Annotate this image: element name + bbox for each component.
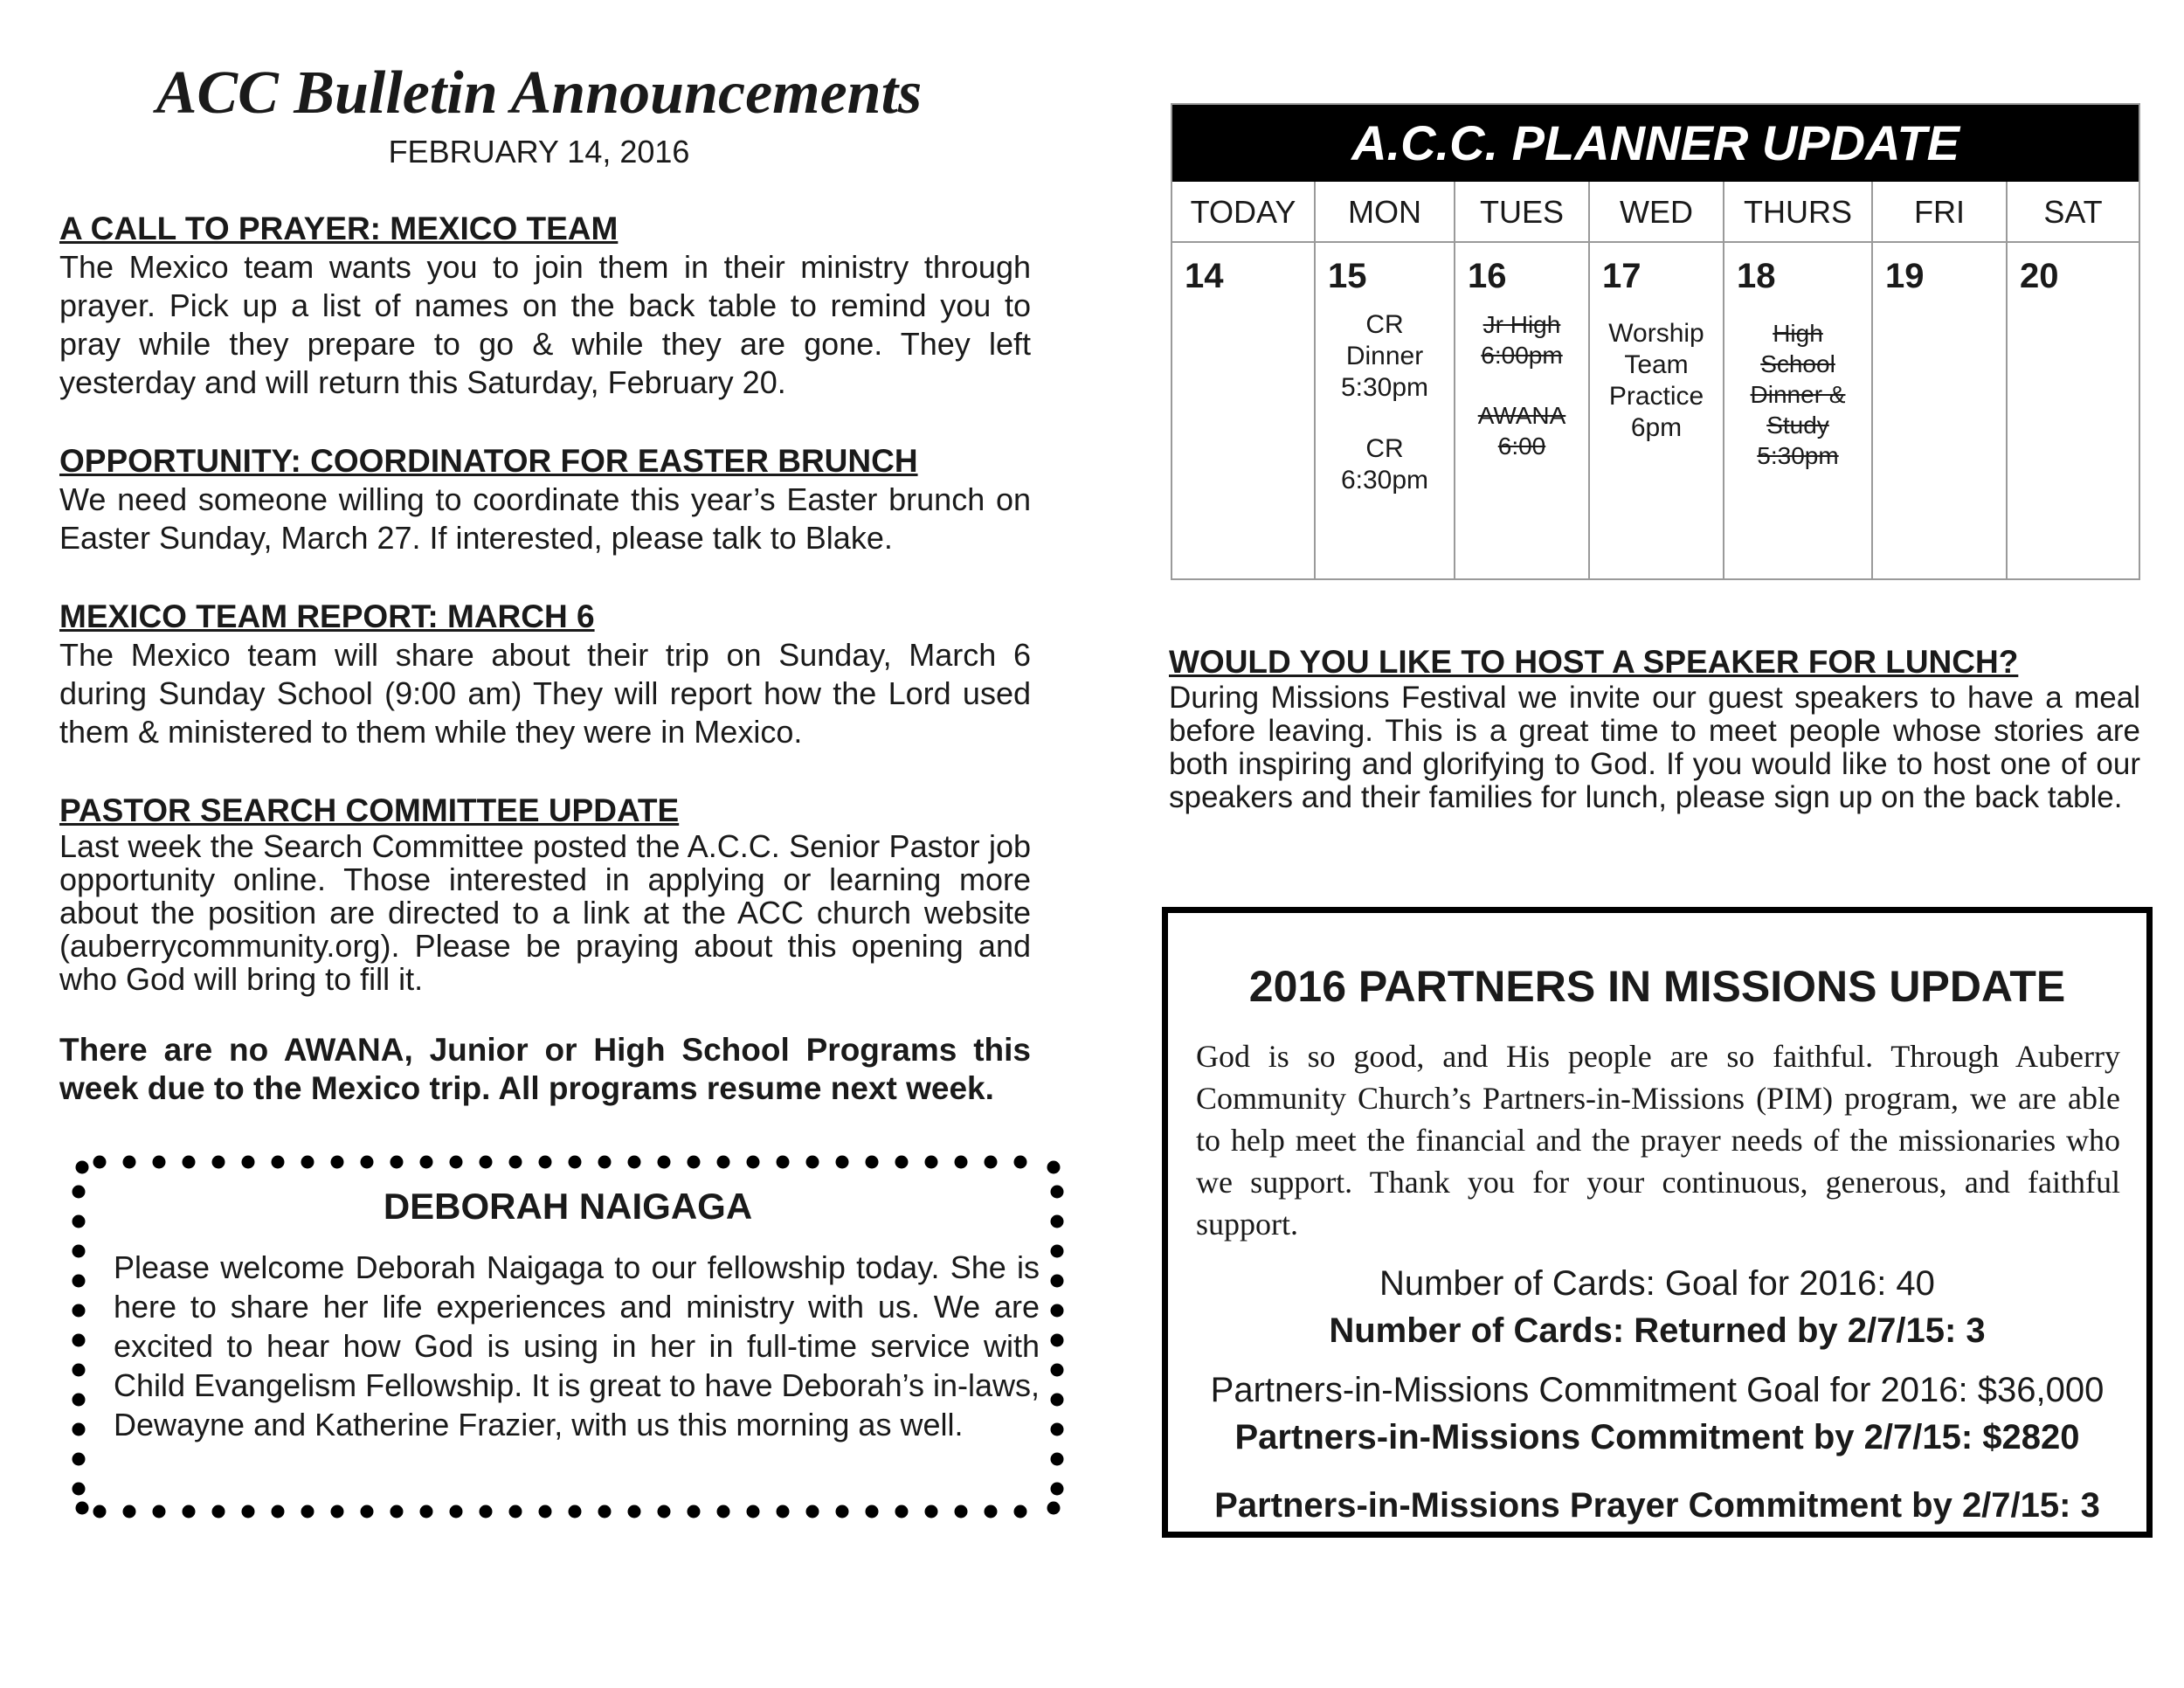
border-dot	[361, 1505, 374, 1519]
deborah-body: Please welcome Deborah Naigaga to our fellowship today. She is here to share her life experiences and ministry with us. We are excited to hear how God is using in her in full-time service with Child Evangelism Fellowship. It is great to have Deborah’s in-laws, Dewayne and Katherine Frazier, with us this morning as well.	[114, 1249, 1040, 1442]
border-dot	[866, 1505, 879, 1519]
day-name: WED	[1590, 182, 1723, 243]
event-line: 6:30pm	[1340, 466, 1429, 495]
border-dot	[1051, 1275, 1064, 1288]
border-dot	[123, 1505, 136, 1519]
border-dot	[1051, 1364, 1064, 1377]
event-line: CR	[1365, 310, 1404, 339]
border-dot	[509, 1156, 522, 1169]
day-number: 19	[1885, 257, 1925, 295]
border-dot	[747, 1156, 760, 1169]
event-line: Study	[1766, 412, 1829, 439]
border-dot	[955, 1156, 968, 1169]
day-number: 14	[1185, 257, 1224, 295]
border-dot	[1051, 1334, 1064, 1347]
cancelled-event	[1724, 318, 1871, 471]
event-line: CR	[1365, 434, 1404, 463]
border-dot	[420, 1156, 433, 1169]
event	[1316, 433, 1454, 496]
border-dot	[895, 1156, 909, 1169]
border-dot	[1047, 1161, 1061, 1174]
border-dot	[688, 1156, 701, 1169]
border-dot	[598, 1156, 612, 1169]
border-dot	[93, 1505, 107, 1519]
event-line: 5:30pm	[1757, 442, 1839, 469]
border-dot	[93, 1156, 107, 1169]
border-dot	[777, 1505, 790, 1519]
cards-returned: Number of Cards: Returned by 2/7/15: 3	[1329, 1311, 1986, 1350]
border-dot	[420, 1505, 433, 1519]
border-dot	[658, 1505, 671, 1519]
section-easter-brunch	[59, 442, 1031, 557]
border-dot	[73, 1304, 86, 1318]
day-name: FRI	[1873, 182, 2006, 243]
border-dot	[866, 1156, 879, 1169]
section-heading: MEXICO TEAM REPORT: MARCH 6	[59, 598, 595, 634]
border-dot	[73, 1483, 86, 1496]
day-name: THURS	[1724, 182, 1871, 243]
section-mexico-report	[59, 598, 1031, 751]
border-dot	[569, 1156, 582, 1169]
section-body: The Mexico team wants you to join them in their ministry through prayer. Pick up a list of names on the back table to remind you to pray while they prepare to go & while they are gone. They left yesterday and will return this Saturday, February 20.	[59, 249, 1031, 400]
day-column	[1454, 182, 1588, 578]
border-dot	[242, 1156, 255, 1169]
border-dot	[1051, 1453, 1064, 1466]
partners-body: God is so good, and His people are so faithful. Through Auberry Community Church’s Partners-in-Missions (PIM) program, we are able to help meet the financial and the prayer needs of the missionaries who we support. Thank you for your continuous, generous, and faithful support.	[1196, 1039, 2120, 1242]
border-dot	[153, 1156, 166, 1169]
day-number: 20	[2020, 257, 2059, 295]
border-dot	[985, 1505, 998, 1519]
border-dot	[301, 1156, 314, 1169]
event	[1316, 309, 1454, 404]
day-column	[1723, 182, 1871, 578]
border-dot	[480, 1505, 493, 1519]
event-line: Practice	[1608, 382, 1704, 411]
section-pastor-search	[59, 792, 1031, 996]
border-dot	[450, 1156, 463, 1169]
prayer-commitment: Partners-in-Missions Prayer Commitment by 2/7/15: 3	[1214, 1486, 2100, 1525]
border-dot	[212, 1156, 225, 1169]
border-dot	[836, 1505, 849, 1519]
bulletin-date: FEBRUARY 14, 2016	[388, 134, 690, 169]
section-heading: PASTOR SEARCH COMMITTEE UPDATE	[59, 792, 680, 828]
border-dot	[73, 1364, 86, 1377]
border-dot	[183, 1156, 196, 1169]
border-dot	[272, 1156, 285, 1169]
commitment-goal: Partners-in-Missions Commitment Goal for 2016: $36,000	[1210, 1371, 2105, 1409]
border-dot	[747, 1505, 760, 1519]
border-dot	[123, 1156, 136, 1169]
cards-goal: Number of Cards: Goal for 2016: 40	[1379, 1264, 1935, 1303]
border-dot	[1051, 1423, 1064, 1436]
section-body: We need someone willing to coordinate this year’s Easter brunch on Easter Sunday, March 27. If interested, please talk to Blake.	[59, 481, 1031, 556]
border-dot	[1014, 1156, 1027, 1169]
border-dot	[73, 1423, 86, 1436]
border-dot	[212, 1505, 225, 1519]
border-dot	[895, 1505, 909, 1519]
section-heading: WOULD YOU LIKE TO HOST A SPEAKER FOR LUNCH?	[1169, 644, 2019, 680]
border-dot	[539, 1505, 552, 1519]
section-call-to-prayer	[59, 210, 1031, 402]
border-dot	[242, 1505, 255, 1519]
event-line: Dinner &	[1750, 381, 1846, 408]
border-dot	[1051, 1394, 1064, 1407]
border-dot	[73, 1275, 86, 1288]
section-body: During Missions Festival we invite our guest speakers to have a meal before leaving. This is a great time to meet people whose stories are both inspiring and glorifying to God. If you would like to host one of our speakers and their families for lunch, please sign up on the back table.	[1169, 681, 2140, 814]
border-dot	[628, 1505, 641, 1519]
border-dot	[331, 1156, 344, 1169]
section-heading: OPPORTUNITY: COORDINATOR FOR EASTER BRUNCH	[59, 443, 918, 479]
border-dot	[985, 1156, 998, 1169]
border-dot	[76, 1502, 89, 1515]
section-host-speaker	[1169, 643, 2140, 814]
border-dot	[272, 1505, 285, 1519]
border-dot	[450, 1505, 463, 1519]
partners-title: 2016 PARTNERS IN MISSIONS UPDATE	[1248, 962, 2066, 1011]
day-column	[1588, 182, 1723, 578]
border-dot	[806, 1505, 819, 1519]
border-dot	[1014, 1505, 1027, 1519]
event-line: Team	[1624, 350, 1689, 379]
border-dot	[480, 1156, 493, 1169]
partners-in-missions-box	[1162, 907, 2153, 1538]
bulletin-title: ACC Bulletin Announcements	[156, 59, 923, 127]
border-dot	[73, 1334, 86, 1347]
day-column	[1314, 182, 1454, 578]
border-dot	[183, 1505, 196, 1519]
event-line: 6:00pm	[1481, 342, 1563, 369]
border-dot	[777, 1156, 790, 1169]
day-column	[2006, 182, 2139, 578]
border-dot	[1051, 1304, 1064, 1318]
event-line: School	[1760, 350, 1835, 377]
border-dot	[598, 1505, 612, 1519]
border-dot	[1051, 1245, 1064, 1258]
border-dot	[390, 1156, 404, 1169]
section-heading: A CALL TO PRAYER: MEXICO TEAM	[59, 211, 619, 246]
event-line: High	[1773, 320, 1823, 347]
event-line: 5:30pm	[1340, 373, 1429, 402]
event-line: Dinner	[1345, 342, 1424, 370]
day-number: 16	[1468, 257, 1507, 295]
day-name: TODAY	[1172, 182, 1314, 243]
border-dot	[806, 1156, 819, 1169]
event-line: Worship	[1608, 319, 1704, 348]
planner-calendar	[1171, 103, 2140, 580]
cancelled-event	[1455, 400, 1588, 461]
border-dot	[688, 1505, 701, 1519]
border-dot	[301, 1505, 314, 1519]
day-number: 18	[1737, 257, 1776, 295]
border-dot	[331, 1505, 344, 1519]
border-dot	[539, 1156, 552, 1169]
day-number: 15	[1328, 257, 1367, 295]
border-dot	[1051, 1483, 1064, 1496]
border-dot	[509, 1505, 522, 1519]
border-dot	[73, 1245, 86, 1258]
event	[1590, 318, 1723, 444]
border-dot	[73, 1453, 86, 1466]
commitment-actual: Partners-in-Missions Commitment by 2/7/15: $2820	[1234, 1418, 2080, 1456]
event-line: 6pm	[1630, 413, 1683, 442]
border-dot	[658, 1156, 671, 1169]
section-body: The Mexico team will share about their trip on Sunday, March 6 during Sunday School (9:00 am) They will report how the Lord used them & ministered to them while they were in Mexico.	[59, 637, 1031, 750]
day-name: SAT	[2008, 182, 2139, 243]
border-dot	[569, 1505, 582, 1519]
event-line: AWANA	[1477, 402, 1566, 429]
border-dot	[73, 1394, 86, 1407]
day-column	[1172, 182, 1314, 578]
border-dot	[717, 1156, 730, 1169]
programs-notice: There are no AWANA, Junior or High School Programs this week due to the Mexico trip. All programs resume next week.	[59, 1032, 1031, 1106]
border-dot	[153, 1505, 166, 1519]
border-dot	[628, 1156, 641, 1169]
border-dot	[925, 1505, 938, 1519]
planner-title: A.C.C. PLANNER UPDATE	[1172, 105, 2139, 182]
deborah-title: DEBORAH NAIGAGA	[383, 1186, 753, 1227]
day-name: MON	[1316, 182, 1454, 243]
event-line: 6:00	[1497, 432, 1546, 460]
border-dot	[390, 1505, 404, 1519]
deborah-welcome-box	[70, 1152, 1066, 1522]
border-dot	[76, 1161, 89, 1174]
border-dot	[717, 1505, 730, 1519]
day-name: TUES	[1455, 182, 1588, 243]
section-body: Last week the Search Committee posted the A.C.C. Senior Pastor job opportunity online. Those interested in applying or learning more about the position are directed to a link at the ACC church website (auberrycommunity.org). Please be praying about this opening and who God will bring to fill it.	[59, 828, 1031, 997]
event-line: Jr High	[1482, 311, 1561, 338]
border-dot	[361, 1156, 374, 1169]
cancelled-event	[1455, 309, 1588, 370]
border-dot	[925, 1156, 938, 1169]
border-dot	[955, 1505, 968, 1519]
border-dot	[1047, 1502, 1061, 1515]
border-dot	[836, 1156, 849, 1169]
day-number: 17	[1602, 257, 1641, 295]
day-column	[1871, 182, 2006, 578]
